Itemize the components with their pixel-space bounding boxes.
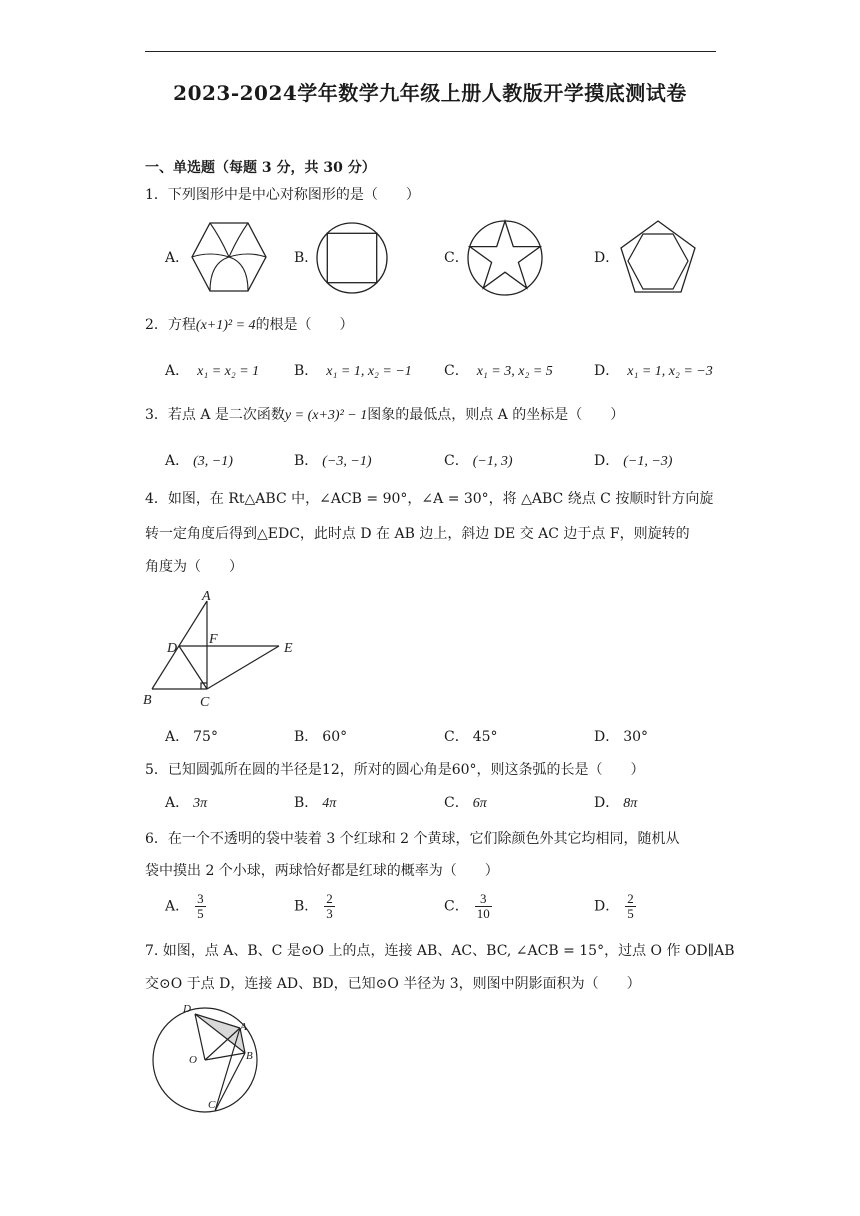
option-text: (−1, −3) xyxy=(623,454,673,469)
q1-figure-b-square-in-circle[interactable] xyxy=(315,221,389,295)
q6-stem-line1: 6．在一个不透明的袋中装着 3 个红球和 2 个黄球，它们除颜色外其它均相同，随机从 xyxy=(145,831,680,847)
q2-option-d[interactable] xyxy=(594,361,713,382)
q2-stem xyxy=(145,315,354,336)
q4-label-b: B xyxy=(143,693,152,708)
q1-figure-a-hexagon-arcs[interactable] xyxy=(190,221,268,293)
option-label: A． xyxy=(165,453,190,469)
denominator: 3 xyxy=(326,906,333,921)
q2-equation: (x+1)² = 4 xyxy=(195,318,256,333)
q6-stem-line2: 袋中摸出 2 个小球，两球恰好都是红球的概率为（ ） xyxy=(145,863,499,879)
option-text: (3, −1) xyxy=(193,454,233,469)
option-label: A． xyxy=(165,795,190,811)
denominator: 5 xyxy=(197,906,204,921)
option-text: x₁ = x₂ = 1 xyxy=(197,364,260,379)
option-label: A． xyxy=(165,363,190,379)
option-text: 8π xyxy=(623,796,638,811)
option-label: D． xyxy=(594,453,620,469)
q4-label-a: A xyxy=(202,589,211,604)
q1-option-c-label[interactable]: C． xyxy=(444,250,469,266)
q1-figure-c-star-in-circle[interactable] xyxy=(466,219,544,297)
option-text: 75° xyxy=(193,729,218,745)
q1-option-a-label[interactable]: A． xyxy=(165,250,190,266)
q3-option-b[interactable] xyxy=(294,451,372,472)
q6-option-d[interactable] xyxy=(594,892,636,921)
q4-triangle-figure xyxy=(140,586,305,710)
option-text: (−3, −1) xyxy=(322,454,372,469)
q6-option-c[interactable] xyxy=(444,892,492,921)
option-label: C． xyxy=(444,453,469,469)
q3-option-c[interactable] xyxy=(444,451,513,472)
denominator: 5 xyxy=(627,906,634,921)
q5-option-c[interactable] xyxy=(444,793,487,814)
q3-option-a[interactable] xyxy=(165,451,233,472)
option-label: D． xyxy=(594,363,620,379)
q7-circle-figure xyxy=(145,1000,275,1116)
option-text: 30° xyxy=(623,729,649,745)
option-text: 4π xyxy=(322,796,337,811)
q2-stem-prefix: 2．方程 xyxy=(145,317,196,333)
option-label: B． xyxy=(294,795,319,811)
q4-label-d: D xyxy=(167,641,178,656)
q3-function: y = (x+3)² − 1 xyxy=(284,408,368,423)
q5-option-a[interactable] xyxy=(165,793,207,814)
option-label: D． xyxy=(594,729,620,745)
q4-stem-line3: 角度为（ ） xyxy=(145,559,243,575)
numerator: 3 xyxy=(475,892,492,907)
page-title: 2023-2024学年数学九年级上册人教版开学摸底测试卷 xyxy=(173,81,687,105)
option-label: C． xyxy=(444,729,469,745)
q7-label-a: A xyxy=(240,1021,247,1033)
q4-label-e: E xyxy=(284,641,293,656)
option-text: x₁ = 3, x₂ = 5 xyxy=(476,364,553,379)
q7-label-o: O xyxy=(189,1054,197,1066)
option-text: 60° xyxy=(322,729,348,745)
q3-option-d[interactable] xyxy=(594,451,672,472)
option-text: 45° xyxy=(472,729,498,745)
option-text: x₁ = 1, x₂ = −1 xyxy=(326,364,412,379)
q4-stem-line2: 转一定角度后得到△EDC，此时点 D 在 AB 边上，斜边 DE 交 AC 边于点 F，则旋转的 xyxy=(145,526,690,542)
q7-label-b: B xyxy=(246,1050,253,1062)
option-text: (−1, 3) xyxy=(472,454,513,469)
q5-option-d[interactable] xyxy=(594,793,637,814)
numerator: 2 xyxy=(326,891,333,906)
option-label: D． xyxy=(594,898,620,915)
q4-option-a[interactable] xyxy=(165,727,218,747)
q1-option-d-label[interactable]: D． xyxy=(594,250,620,266)
numerator: 2 xyxy=(627,891,634,906)
q1-figure-d-hexagon-in-pentagon[interactable] xyxy=(618,219,698,295)
q7-label-c: C xyxy=(208,1099,216,1111)
option-label: D． xyxy=(594,795,620,811)
header-rule xyxy=(145,51,716,52)
q7-stem-line1: 7. 如图，点 A、B、C 是⊙O 上的点，连接 AB、AC、BC, ∠ACB = 15°，过点 O 作 OD∥AB xyxy=(145,943,735,959)
fraction xyxy=(625,892,636,921)
option-text: 6π xyxy=(472,796,487,811)
option-label: A． xyxy=(165,898,190,915)
q2-option-c[interactable] xyxy=(444,361,553,382)
q2-option-a[interactable] xyxy=(165,361,259,382)
option-label: B． xyxy=(294,363,319,379)
q5-option-b[interactable] xyxy=(294,793,336,814)
option-label: B． xyxy=(294,453,319,469)
q3-stem xyxy=(145,405,624,426)
option-text: x₁ = 1, x₂ = −3 xyxy=(627,364,713,379)
q4-option-b[interactable] xyxy=(294,727,347,747)
q7-label-d: D xyxy=(183,1003,191,1015)
q6-option-a[interactable] xyxy=(165,892,206,921)
q1-stem: 1．下列图形中是中心对称图形的是（ ） xyxy=(145,187,420,203)
q7-stem-line2: 交⊙O 于点 D，连接 AD、BD，已知⊙O 半径为 3，则图中阴影面积为（ ） xyxy=(145,976,641,992)
option-label: B． xyxy=(294,729,319,745)
q4-option-c[interactable] xyxy=(444,727,498,747)
q2-option-b[interactable] xyxy=(294,361,412,382)
q1-option-b-label[interactable]: B． xyxy=(294,250,319,266)
q4-option-d[interactable] xyxy=(594,727,648,747)
q4-stem-line1: 4．如图，在 Rt△ABC 中，∠ACB = 90°，∠A = 30°，将 △ABC 绕点 C 按顺时针方向旋 xyxy=(145,491,714,507)
option-text: 3π xyxy=(193,796,208,811)
fraction xyxy=(195,892,206,921)
fraction xyxy=(324,892,335,921)
q4-label-c: C xyxy=(200,695,210,710)
q4-label-f: F xyxy=(209,632,218,647)
option-label: B． xyxy=(294,898,319,915)
option-label: C． xyxy=(444,795,469,811)
fraction xyxy=(475,892,492,921)
option-label: C． xyxy=(444,363,469,379)
q5-stem: 5．已知圆弧所在圆的半径是12，所对的圆心角是60°，则这条弧的长是（ ） xyxy=(145,762,645,778)
q2-stem-suffix: 的根是（ ） xyxy=(255,317,354,333)
q3-stem-suffix: 图象的最低点，则点 A 的坐标是（ ） xyxy=(367,407,625,423)
q3-stem-prefix: 3．若点 A 是二次函数 xyxy=(145,407,285,423)
denominator: 10 xyxy=(476,906,490,921)
section-heading: 一、单选题（每题 3 分，共 30 分） xyxy=(145,160,376,176)
option-label: A． xyxy=(165,729,190,745)
numerator: 3 xyxy=(197,891,204,906)
q6-option-b[interactable] xyxy=(294,892,335,921)
option-label: C． xyxy=(444,898,469,915)
